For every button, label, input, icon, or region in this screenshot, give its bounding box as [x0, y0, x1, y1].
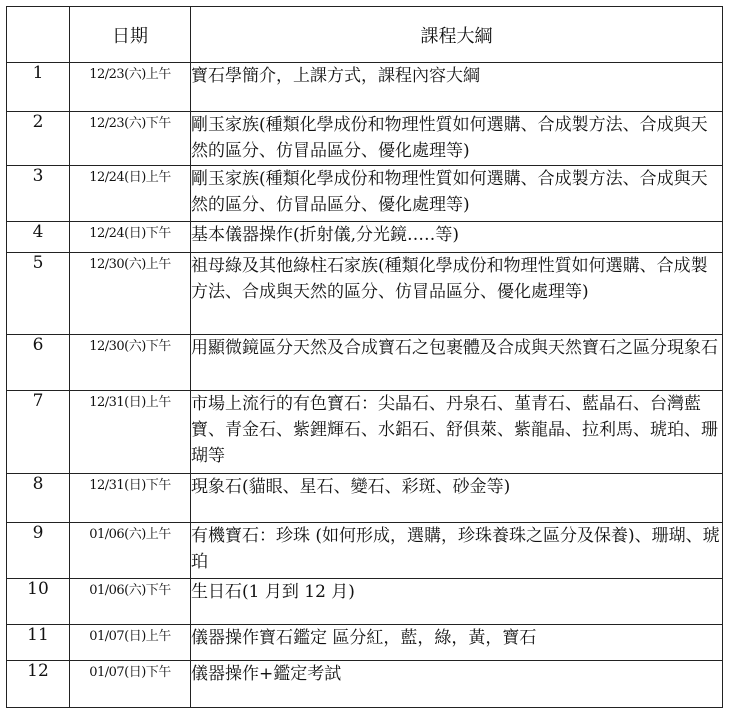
header-row — [7, 7, 723, 63]
row-outline: 剛玉家族(種類化學成份和物理性質如何選購、合成製方法、合成與天然的區分、仿冒品區分、優化處理等) — [191, 166, 723, 222]
row-outline: 市場上流行的有色寶石：尖晶石、丹泉石、堇青石、藍晶石、台灣藍寶、青金石、紫鋰輝石、水鋁石、舒俱萊、紫龍晶、拉利馬、琥珀、珊瑚等 — [191, 391, 723, 474]
header-outline: 課程大綱 — [191, 7, 723, 63]
row-outline: 寶石學簡介，上課方式，課程內容大綱 — [191, 63, 723, 112]
table-row — [7, 579, 723, 625]
row-date: 01/07(日)下午 — [70, 661, 191, 708]
header-date: 日期 — [70, 7, 191, 63]
table-row — [7, 63, 723, 112]
row-number: 6 — [7, 335, 70, 391]
row-date: 12/30(六)上午 — [70, 253, 191, 335]
row-date: 12/23(六)下午 — [70, 112, 191, 166]
row-outline: 生日石(1 月到 12 月) — [191, 579, 723, 625]
row-date: 01/06(六)上午 — [70, 523, 191, 579]
table-row — [7, 222, 723, 253]
row-number: 4 — [7, 222, 70, 253]
row-outline: 有機寶石：珍珠 (如何形成，選購，珍珠養珠之區分及保養)、珊瑚、琥珀 — [191, 523, 723, 579]
row-outline: 現象石(貓眼、星石、變石、彩斑、砂金等) — [191, 474, 723, 523]
row-date: 01/07(日)上午 — [70, 625, 191, 661]
row-outline: 剛玉家族(種類化學成份和物理性質如何選購、合成製方法、合成與天然的區分、仿冒品區分、優化處理等) — [191, 112, 723, 166]
table-row — [7, 112, 723, 166]
table-row — [7, 661, 723, 708]
table-row — [7, 335, 723, 391]
header-number — [7, 7, 70, 63]
row-number: 5 — [7, 253, 70, 335]
row-outline: 用顯微鏡區分天然及合成寶石之包裹體及合成與天然寶石之區分現象石 — [191, 335, 723, 391]
row-date: 12/30(六)下午 — [70, 335, 191, 391]
row-number: 9 — [7, 523, 70, 579]
course-schedule-table — [6, 6, 723, 708]
row-outline: 儀器操作+鑑定考試 — [191, 661, 723, 708]
row-number: 11 — [7, 625, 70, 661]
table-row — [7, 166, 723, 222]
table-row — [7, 625, 723, 661]
row-number: 8 — [7, 474, 70, 523]
row-number: 2 — [7, 112, 70, 166]
table-row — [7, 253, 723, 335]
row-date: 01/06(六)下午 — [70, 579, 191, 625]
row-date: 12/31(日)下午 — [70, 474, 191, 523]
row-number: 7 — [7, 391, 70, 474]
row-number: 1 — [7, 63, 70, 112]
row-number: 10 — [7, 579, 70, 625]
row-outline: 基本儀器操作(折射儀,分光鏡…‥等) — [191, 222, 723, 253]
row-number: 12 — [7, 661, 70, 708]
row-date: 12/24(日)下午 — [70, 222, 191, 253]
row-number: 3 — [7, 166, 70, 222]
row-outline: 祖母綠及其他綠柱石家族(種類化學成份和物理性質如何選購、合成製方法、合成與天然的區分、仿冒品區分、優化處理等) — [191, 253, 723, 335]
row-date: 12/24(日)上午 — [70, 166, 191, 222]
row-date: 12/31(日)上午 — [70, 391, 191, 474]
row-outline: 儀器操作寶石鑑定 區分紅，藍，綠，黃，寶石 — [191, 625, 723, 661]
table-row — [7, 391, 723, 474]
row-date: 12/23(六)上午 — [70, 63, 191, 112]
table-row — [7, 474, 723, 523]
table-row — [7, 523, 723, 579]
